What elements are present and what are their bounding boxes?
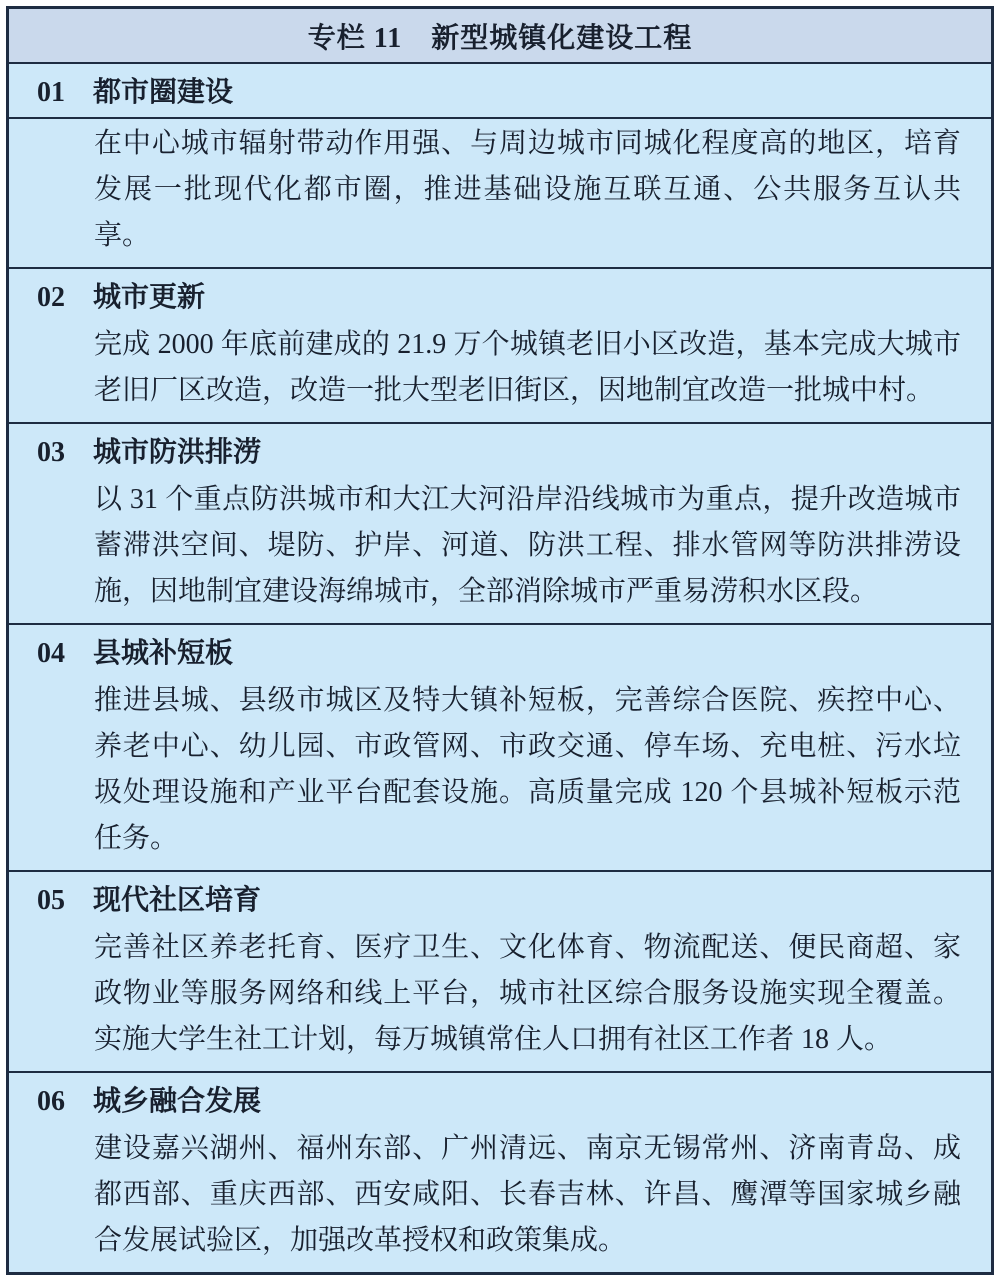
section-heading-row [9, 1073, 991, 1124]
section-title: 县城补短板 [93, 638, 234, 669]
section-title: 都市圈建设 [93, 77, 234, 108]
sections [9, 64, 991, 1272]
section-body: 完成 2000 年底前建成的 21.9 万个城镇老旧小区改造，基本完成大城市老旧厂区改造，改造一批大型老旧街区，因地制宜改造一批城中村。 [94, 329, 961, 406]
section-number: 04 [37, 638, 65, 669]
section-row [9, 625, 991, 872]
section-body: 建设嘉兴湖州、福州东部、广州清远、南京无锡常州、济南青岛、成都西部、重庆西部、西安咸阳、长春吉林、许昌、鹰潭等国家城乡融合发展试验区，加强改革授权和政策集成。 [94, 1133, 961, 1256]
section-number: 03 [37, 437, 65, 468]
section-heading-row [9, 625, 991, 676]
section-number: 01 [37, 77, 65, 108]
section-row [9, 424, 991, 625]
panel-title: 专栏 11 新型城镇化建设工程 [9, 9, 991, 64]
section-heading-row [9, 872, 991, 923]
section-row [9, 269, 991, 424]
section-number: 02 [37, 282, 65, 313]
section-row [9, 872, 991, 1073]
section-title: 城乡融合发展 [93, 1086, 262, 1117]
section-heading-row [9, 64, 991, 119]
section-heading-row [9, 269, 991, 320]
section-title: 城市防洪排涝 [93, 437, 262, 468]
section-row [9, 64, 991, 269]
section-body: 推进县城、县级市城区及特大镇补短板，完善综合医院、疾控中心、养老中心、幼儿园、市政管网、市政交通、停车场、充电桩、污水垃圾处理设施和产业平台配套设施。高质量完成 120 个县城补短板示范任务。 [94, 685, 961, 854]
section-number: 06 [37, 1086, 65, 1117]
section-body: 在中心城市辐射带动作用强、与周边城市同城化程度高的地区，培育发展一批现代化都市圈，推进基础设施互联互通、公共服务互认共享。 [94, 128, 961, 251]
column-panel [6, 6, 994, 1275]
section-title: 城市更新 [93, 282, 206, 313]
section-number: 05 [37, 885, 65, 916]
section-body: 以 31 个重点防洪城市和大江大河沿岸沿线城市为重点，提升改造城市蓄滞洪空间、堤防、护岸、河道、防洪工程、排水管网等防洪排涝设施，因地制宜建设海绵城市，全部消除城市严重易涝积水区段。 [94, 484, 961, 607]
section-body: 完善社区养老托育、医疗卫生、文化体育、物流配送、便民商超、家政物业等服务网络和线上平台，城市社区综合服务设施实现全覆盖。实施大学生社工计划，每万城镇常住人口拥有社区工作者 18 人。 [94, 932, 961, 1055]
section-row [9, 1073, 991, 1272]
section-heading-row [9, 424, 991, 475]
section-title: 现代社区培育 [93, 885, 262, 916]
